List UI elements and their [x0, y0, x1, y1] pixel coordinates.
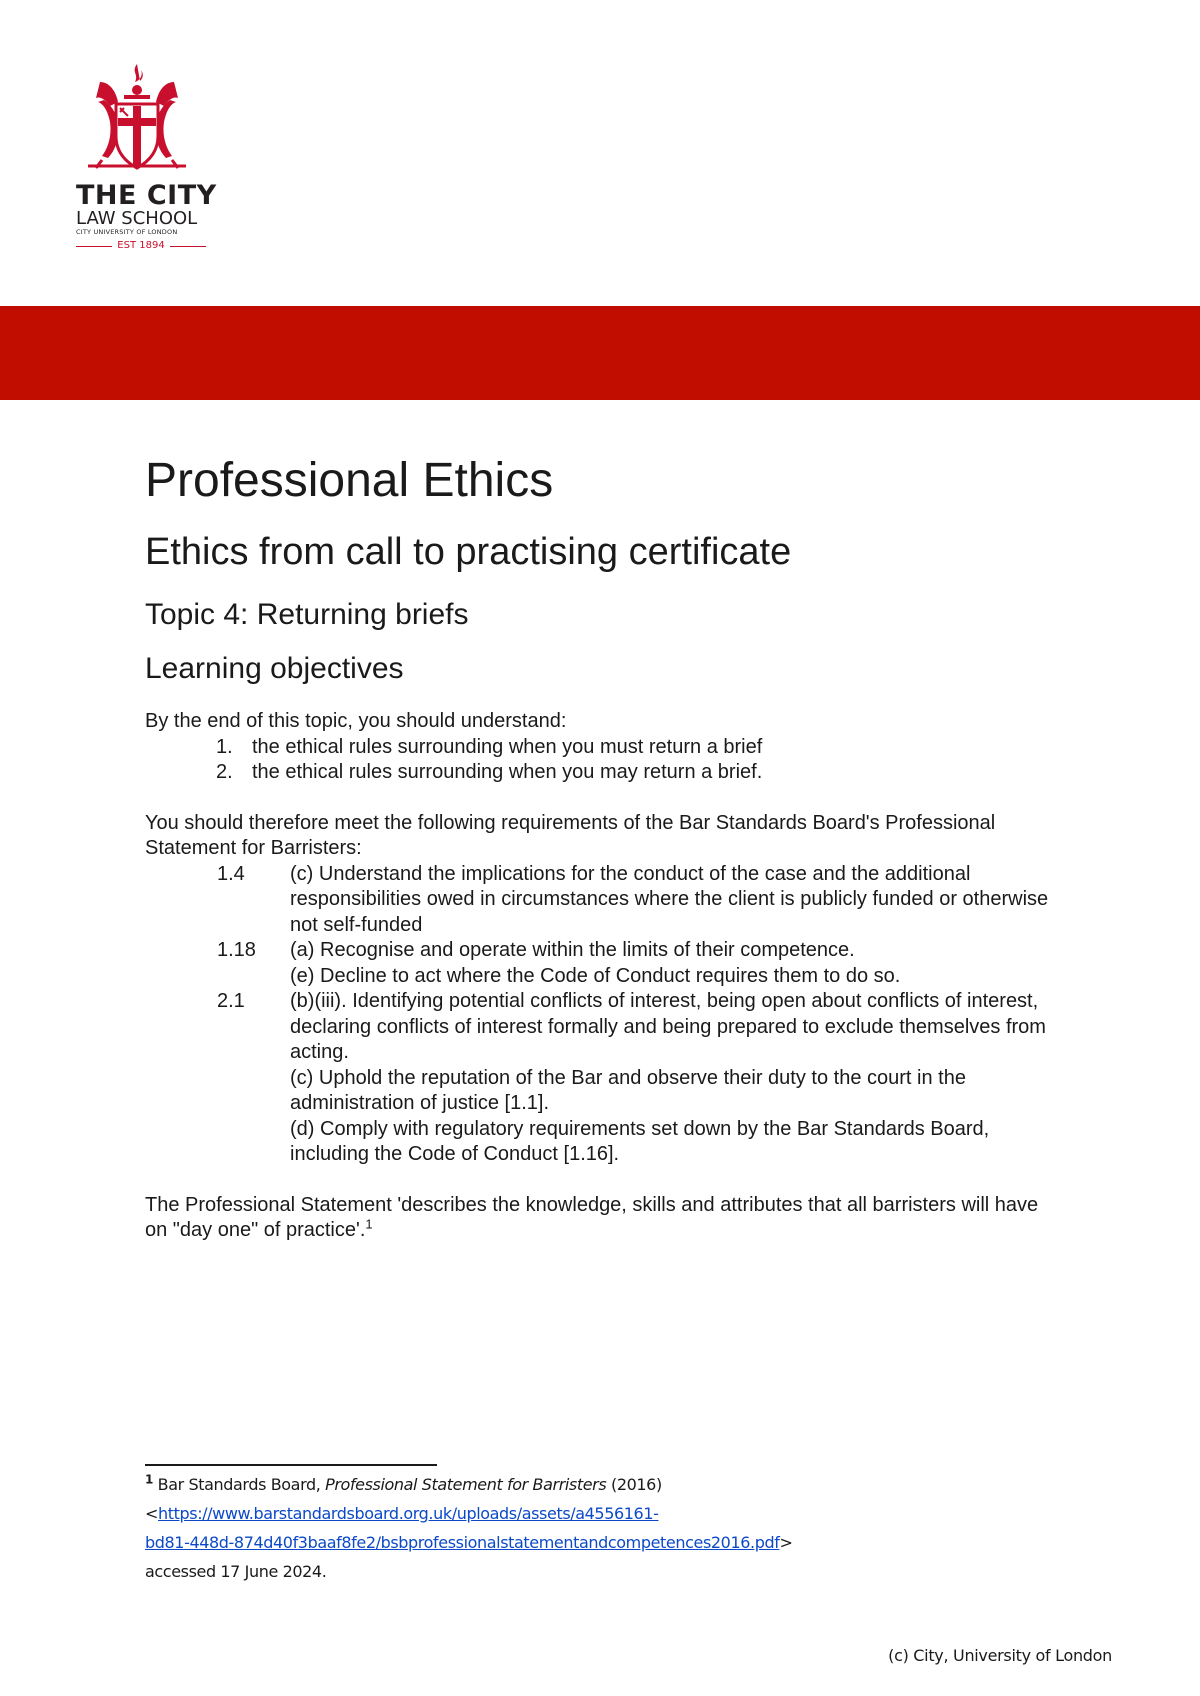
logo-line-law-school: LAW SCHOOL — [76, 208, 198, 229]
logo-rule-left — [76, 246, 112, 247]
footnote-link[interactable]: https://www.barstandardsboard.org.uk/uploads/assets/a4556161- — [158, 1504, 659, 1523]
footnote-accessed: accessed 17 June 2024. — [145, 1562, 327, 1581]
city-law-school-logo — [62, 62, 222, 251]
requirement-item: (d) Comply with regulatory requirements set down by the Bar Standards Board, including the Code of Conduct [1.16]. — [290, 1117, 990, 1166]
requirement-body — [290, 938, 1060, 989]
footnote-url-open: < — [145, 1504, 159, 1523]
statement-text: The Professional Statement 'describes the knowledge, skills and attributes that all barristers will have on "day one" of practice'. — [145, 1193, 1039, 1242]
list-item-number: 2. — [216, 761, 233, 784]
list-item-number: 1. — [216, 735, 233, 758]
footnote — [145, 1470, 1045, 1586]
requirement-row — [145, 862, 1065, 939]
requirement-item: (a) Recognise and operate within the limits of their competence. — [290, 939, 855, 962]
logo-est-text: EST 1894 — [117, 240, 165, 251]
footnote-url-line-2 — [145, 1528, 1045, 1557]
requirement-item: (c) Understand the implications for the conduct of the case and the additional responsibilities owed in circumstances where the client is publicly funded or otherwise not self-funded — [290, 862, 1049, 936]
logo-line-established — [76, 241, 206, 251]
objectives-intro: By the end of this topic, you should understand: — [145, 710, 567, 733]
requirement-number: 1.18 — [217, 939, 256, 962]
document-title: Professional Ethics — [145, 454, 554, 507]
document-body — [145, 440, 1065, 1244]
requirement-item: (e) Decline to act where the Code of Conduct requires them to do so. — [290, 964, 901, 987]
list-item — [216, 760, 1065, 786]
list-item — [216, 735, 1065, 761]
footnote-year: (2016) — [606, 1475, 662, 1494]
requirement-row — [145, 989, 1065, 1168]
objectives-list — [145, 735, 1065, 786]
list-item-text: the ethical rules surrounding when you may return a brief. — [252, 761, 763, 784]
logo-line-the-city: THE CITY — [76, 180, 217, 211]
footnote-link-continued[interactable]: bd81-448d-874d40f3baaf8fe2/bsbprofessionalstatementandcompetences2016.pdf — [145, 1533, 780, 1552]
topic-heading: Topic 4: Returning briefs — [145, 598, 469, 632]
requirement-body — [290, 862, 1060, 939]
footnote-citation — [145, 1470, 1045, 1499]
requirement-row — [145, 938, 1065, 989]
document-subtitle: Ethics from call to practising certificate — [145, 530, 792, 573]
learning-objectives-heading: Learning objectives — [145, 652, 404, 686]
logo-line-university: CITY UNIVERSITY OF LONDON — [76, 228, 178, 236]
requirement-item: (c) Uphold the reputation of the Bar and observe their duty to the court in the administration of justice [1.1]. — [290, 1066, 966, 1115]
requirements-intro: You should therefore meet the following requirements of the Bar Standards Board's Professional Statement for Barristers: — [145, 811, 996, 860]
footnote-reference[interactable]: 1 — [365, 1216, 373, 1232]
header-red-band — [0, 306, 1200, 400]
professional-statement-paragraph — [145, 1193, 1065, 1244]
logo-rule-right — [170, 246, 206, 247]
requirement-item: (b)(iii). Identifying potential conflicts of interest, being open about conflicts of interest, declaring conflicts of interest formally and being prepared to exclude themselves from acting. — [290, 990, 1046, 1064]
footnote-title: Professional Statement for Barristers — [325, 1475, 607, 1494]
coat-of-arms-icon — [82, 62, 192, 177]
requirement-number: 1.4 — [217, 862, 245, 885]
footnote-separator — [145, 1464, 437, 1466]
requirement-body — [290, 989, 1060, 1168]
requirement-number: 2.1 — [217, 990, 245, 1013]
list-item-text: the ethical rules surrounding when you must return a brief — [252, 735, 763, 758]
footnote-url-line-1 — [145, 1499, 1045, 1528]
copyright-notice: (c) City, University of London — [888, 1646, 1112, 1665]
footnote-number: 1 — [145, 1472, 153, 1487]
footnote-author: Bar Standards Board, — [157, 1475, 326, 1494]
footnote-url-close: > — [779, 1533, 793, 1552]
